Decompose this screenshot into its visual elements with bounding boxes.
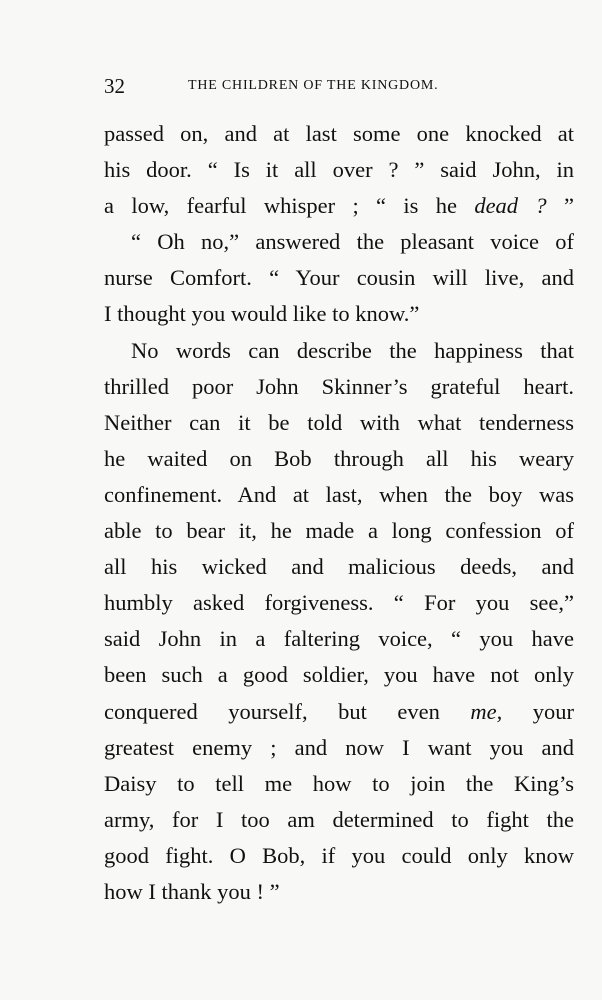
text-segment: ” (546, 193, 574, 219)
paragraph-last-line: how I thank you ! ” (104, 878, 280, 904)
body-text (104, 116, 574, 910)
italic-word: dead ? (474, 193, 547, 219)
text-segment: conquered yourself, but even (104, 698, 471, 724)
text-line (104, 694, 574, 730)
paragraph-last-line: I thought you would like to know.” (104, 301, 420, 327)
text-line: army, for I too am determined to fight the (104, 806, 574, 832)
text-segment: your (502, 698, 574, 724)
text-line: good fight. O Bob, if you could only know (104, 842, 574, 868)
text-line: Neither can it be told with what tenderness (104, 409, 574, 435)
text-line: all his wicked and malicious deeds, and (104, 554, 574, 580)
text-line: nurse Comfort. “ Your cousin will live, and (104, 265, 574, 291)
text-line: greatest enemy ; and now I want you and (104, 734, 574, 760)
paragraph-first-line: No words can describe the happiness that (131, 337, 574, 363)
paragraph-first-line: “ Oh no,” answered the pleasant voice of (131, 229, 574, 255)
text-line: he waited on Bob through all his weary (104, 445, 574, 471)
text-line: Daisy to tell me how to join the King’s (104, 770, 574, 796)
text-line: his door. “ Is it all over ? ” said John, in (104, 157, 574, 183)
text-line: thrilled poor John Skinner’s grateful heart. (104, 373, 574, 399)
running-title: THE CHILDREN OF THE KINGDOM. (188, 78, 439, 93)
page-number: 32 (104, 74, 125, 98)
text-line: confinement. And at last, when the boy was (104, 481, 574, 507)
running-head (104, 74, 580, 104)
text-line: humbly asked forgiveness. “ For you see,” (104, 590, 574, 616)
text-line: able to bear it, he made a long confession of (104, 518, 574, 544)
italic-word: me, (470, 698, 503, 724)
text-line: said John in a faltering voice, “ you have (104, 626, 574, 652)
text-line (104, 188, 574, 224)
text-segment: a low, fearful whisper ; “ is he (104, 193, 475, 219)
text-line: passed on, and at last some one knocked at (104, 121, 574, 146)
text-line: been such a good soldier, you have not only (104, 662, 574, 688)
